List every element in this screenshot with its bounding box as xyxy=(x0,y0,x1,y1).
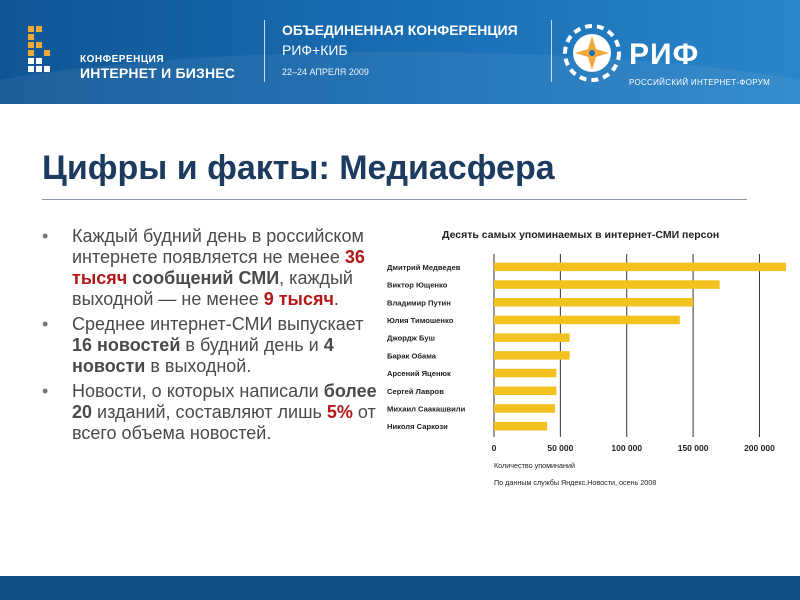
category-label: Арсений Яценюк xyxy=(387,369,451,379)
bullet-text-run: , каждый выходной — не менее xyxy=(72,268,353,309)
rif-logo-text: РИФ xyxy=(629,38,700,71)
bullet-item xyxy=(40,381,385,444)
x-tick-label: 100 000 xyxy=(611,443,643,453)
footer-bar xyxy=(0,576,800,600)
joint-conference-block xyxy=(282,22,518,77)
bullet-text-run: в выходной. xyxy=(145,356,252,376)
bar xyxy=(494,263,786,272)
bullet-dot: • xyxy=(42,381,49,401)
bar xyxy=(494,298,693,307)
category-label: Николя Саркози xyxy=(387,422,448,432)
conference-big-label: ИНТЕРНЕТ И БИЗНЕС xyxy=(80,65,236,81)
x-tick-label: 150 000 xyxy=(677,443,709,453)
bar xyxy=(494,280,720,289)
conference-name xyxy=(80,54,235,81)
bullet-text-run: 16 новостей xyxy=(72,335,181,355)
bullet-text-run: Каждый будний день в российском интернете появляется не менее xyxy=(72,226,364,267)
bar xyxy=(494,422,547,431)
x-tick-label: 50 000 xyxy=(547,443,574,453)
joint-conference-subtitle: РИФ+КИБ xyxy=(282,42,348,58)
bullet-text-run: сообщений СМИ xyxy=(127,268,280,288)
category-label: Джордж Буш xyxy=(387,333,435,343)
chart-source-note: По данным службы Яндекс.Новости, осень 2008 xyxy=(494,478,657,487)
bar xyxy=(494,351,570,360)
conference-logo-icon xyxy=(24,24,76,76)
header-divider xyxy=(551,20,552,82)
rif-emblem-icon xyxy=(563,24,621,82)
x-tick-label: 200 000 xyxy=(744,443,775,453)
bullet-text-run: . xyxy=(333,289,339,309)
bar xyxy=(494,316,680,325)
bar xyxy=(494,369,556,378)
bullet-text-run: в будний день и xyxy=(180,335,324,355)
x-axis-label: Количество упоминаний xyxy=(494,461,575,470)
category-label: Барак Обама xyxy=(387,351,437,361)
bullet-text-run: 5% xyxy=(326,402,353,422)
bullet-text-run: 36 тысяч xyxy=(72,247,365,288)
bullet-text-run: изданий, составляют лишь xyxy=(92,402,327,422)
category-label: Михаил Саакашвили xyxy=(387,404,466,414)
bullet-text-run: от всего объема новостей. xyxy=(72,402,376,443)
category-label: Дмитрий Медведев xyxy=(387,262,461,272)
bullet-text-run: Среднее интернет-СМИ выпускает xyxy=(72,314,364,334)
bar xyxy=(494,387,556,396)
header-banner xyxy=(0,0,800,104)
title-divider xyxy=(42,199,747,200)
bullet-dot: • xyxy=(42,314,49,334)
x-tick-label: 0 xyxy=(491,443,497,453)
category-label: Владимир Путин xyxy=(387,298,451,308)
category-label: Виктор Ющенко xyxy=(387,280,448,290)
bullet-text-run: 9 тысяч xyxy=(263,289,334,309)
bullet-text-run: более 20 xyxy=(72,381,377,422)
chart-title: Десять самых упоминаемых в интернет-СМИ персон xyxy=(442,229,720,241)
bullet-item xyxy=(40,314,385,377)
category-label: Сергей Лавров xyxy=(387,386,444,396)
conference-small-label: КОНФЕРЕНЦИЯ xyxy=(80,54,165,65)
mentions-bar-chart xyxy=(384,220,796,495)
bullet-dot: • xyxy=(42,226,49,246)
bullet-item xyxy=(40,226,385,310)
slide-title: Цифры и факты: Медиасфера xyxy=(42,149,555,187)
bar xyxy=(494,333,570,342)
bullet-text-run: Новости, о которых написали xyxy=(72,381,324,401)
bullet-text-run: 4 новости xyxy=(72,335,334,376)
joint-conference-title: ОБЪЕДИНЕННАЯ КОНФЕРЕНЦИЯ xyxy=(282,22,518,38)
category-label: Юлия Тимошенко xyxy=(387,315,454,325)
conference-date: 22–24 АПРЕЛЯ 2009 xyxy=(282,67,369,77)
header-divider xyxy=(264,20,265,82)
bullet-list xyxy=(40,226,385,448)
bar xyxy=(494,404,555,413)
rif-tagline: РОССИЙСКИЙ ИНТЕРНЕТ-ФОРУМ xyxy=(629,78,771,87)
